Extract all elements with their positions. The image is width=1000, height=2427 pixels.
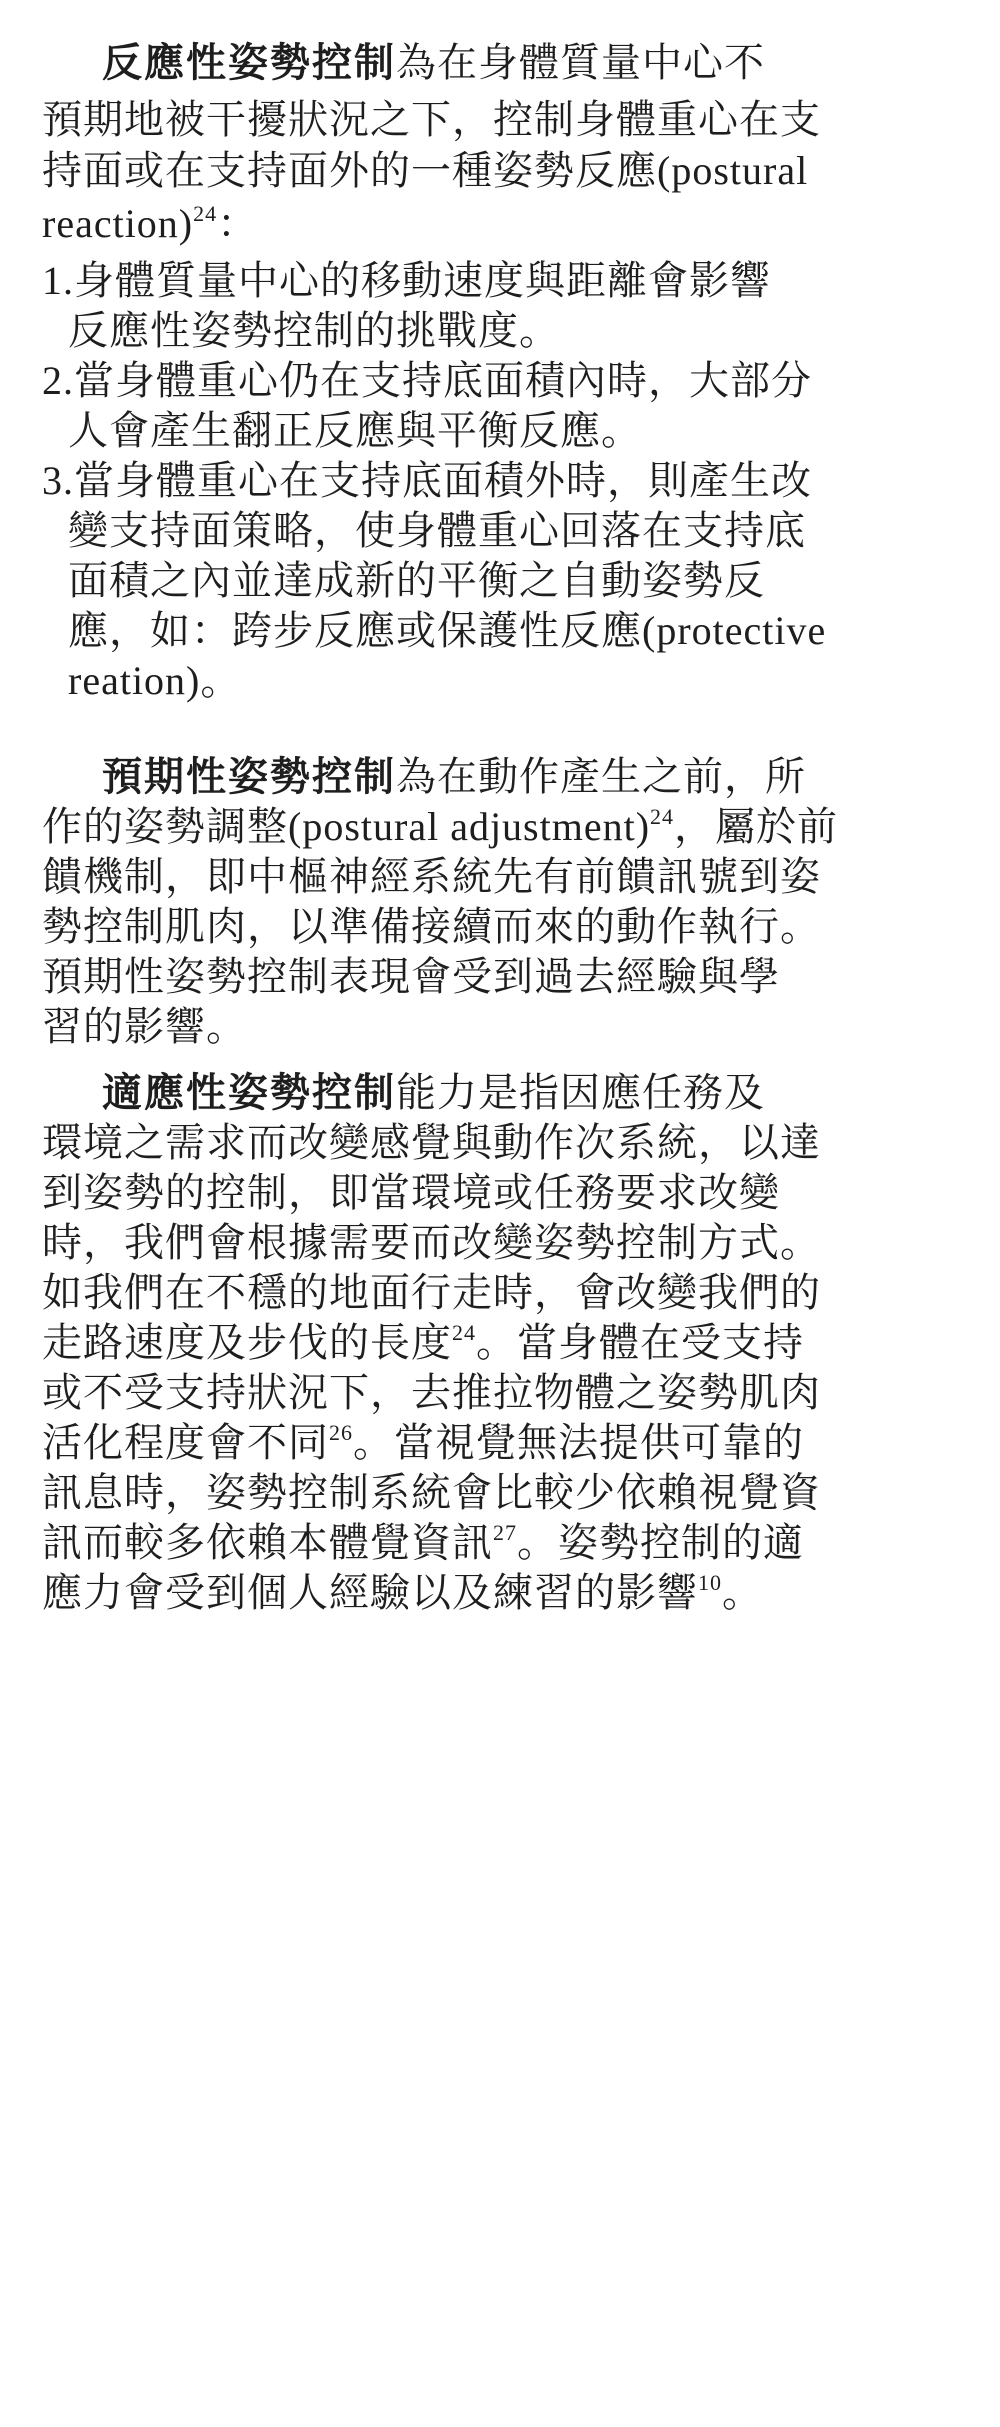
paragraph-line: 適應性姿勢控制能力是指因應任務及 (102, 1070, 765, 1116)
citation-ref: 24 (650, 804, 675, 829)
list-item-line: 應，如：跨步反應或保護性反應(protective (68, 608, 827, 654)
paragraph-line: 訊而較多依賴本體覺資訊$^{27}$。姿勢控制的適 (42, 1520, 804, 1566)
citation-ref: 27 (493, 1520, 517, 1545)
term-reactive: 反應性姿勢控制 (102, 40, 396, 86)
paragraph-line: 預期地被干擾狀況之下，控制身體重心在支 (42, 97, 821, 143)
paragraph-line: 作的姿勢調整(postural adjustment)$^{24}$，屬於前 (42, 804, 839, 850)
paragraph-line: 預期性姿勢控制為在動作產生之前，所 (102, 754, 806, 800)
paragraph-line: 時，我們會根據需要而改變姿勢控制方式。 (42, 1220, 821, 1266)
paragraph-line: 走路速度及步伐的長度$^{24}$。當身體在受支持 (42, 1320, 804, 1366)
list-item-line: 反應性姿勢控制的挑戰度。 (68, 308, 560, 354)
paragraph-line: 訊息時，姿勢控制系統會比較少依賴視覺資 (42, 1470, 821, 1516)
paragraph-line: 活化程度會不同$^{26}$。當視覺無法提供可靠的 (42, 1420, 804, 1466)
paragraph-line: 環境之需求而改變感覺與動作次系統，以達 (42, 1120, 821, 1166)
paragraph-line: 或不受支持狀況下，去推拉物體之姿勢肌肉 (42, 1370, 821, 1416)
citation-ref: 10 (698, 1570, 722, 1595)
paragraph-line: reaction)$^{24}$： (42, 201, 259, 246)
list-item: 2.當身體重心仍在支持底面積內時，大部分 (42, 358, 812, 404)
term-anticipatory: 預期性姿勢控制 (102, 754, 396, 800)
paragraph-line: 饋機制，即中樞神經系統先有前饋訊號到姿 (42, 854, 821, 900)
paragraph-line: 反應性姿勢控制為在身體質量中心不 (102, 40, 765, 86)
term-adaptive: 適應性姿勢控制 (102, 1070, 396, 1116)
list-item: 3.當身體重心在支持底面積外時，則產生改 (42, 458, 812, 504)
list-item-line: 面積之內並達成新的平衡之自動姿勢反 (68, 558, 765, 604)
paragraph-line: 如我們在不穩的地面行走時，會改變我們的 (42, 1270, 821, 1316)
list-item-line: 人會產生翻正反應與平衡反應。 (68, 408, 642, 454)
paragraph-line: 習的影響。 (42, 1004, 247, 1050)
paragraph-line: 勢控制肌肉，以準備接續而來的動作執行。 (42, 904, 821, 950)
paragraph-line: 預期性姿勢控制表現會受到過去經驗與學 (42, 954, 780, 1000)
paragraph-line: 應力會受到個人經驗以及練習的影響$^{10}$。 (42, 1570, 763, 1616)
list-item-line: 變支持面策略，使身體重心回落在支持底 (68, 508, 806, 554)
citation-ref: 26 (329, 1420, 353, 1445)
list-item-line: reation)。 (68, 658, 242, 703)
paragraph-line: 持面或在支持面外的一種姿勢反應(postural (42, 148, 809, 194)
citation-ref: 24 (452, 1320, 476, 1345)
paragraph-line: 到姿勢的控制，即當環境或任務要求改變 (42, 1170, 780, 1216)
citation-ref: 24 (193, 201, 218, 226)
list-item: 1.身體質量中心的移動速度與距離會影響 (42, 258, 771, 304)
